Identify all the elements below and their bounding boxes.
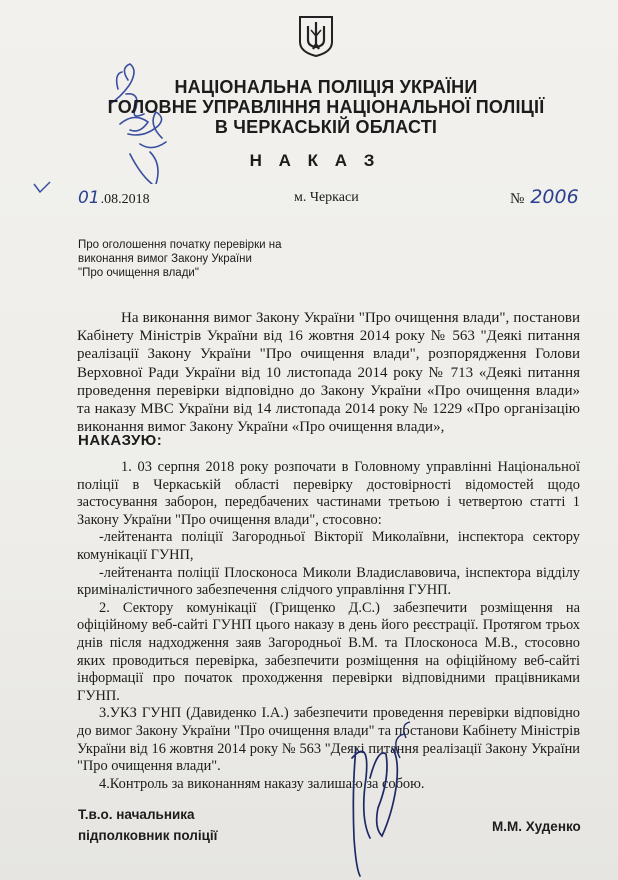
document-city: м. Черкаси (294, 190, 359, 205)
number-sign: № (510, 191, 525, 207)
trident-emblem-icon (296, 14, 336, 58)
signatory-name: М.М. Худенко (492, 819, 581, 834)
handwritten-tick-mark (32, 180, 52, 194)
preamble (77, 309, 580, 436)
signatory-position-line-1: Т.в.о. начальника (78, 807, 195, 822)
preamble-text: На виконання вимог Закону України "Про очищення влади", постанови Кабінету Міністрів України від 16 жовтня 2014 року № 563 "Деякі питання реалізації Закону України "Про очищення влади", розпорядження Голови Верховної Ради України від 10 листопада 2014 року № 713 «Деякі питання проведення перевірки відповідно до Закону України «Про очищення влади» та наказу МВС України від 14 листопада 2014 року № 1229 «Про організацію виконання вимог Закону України «Про очищення влади», (77, 310, 580, 436)
order-item-4: 4.Контроль за виконанням наказу залишаю за собою. (99, 775, 425, 792)
order-item-1-person-b: -лейтенанта поліції Плосконоса Миколи Владиславовича, інспектора відділу криміналістичного забезпечення слідчого управління ГУНП. (77, 564, 580, 599)
org-name-line-3: В ЧЕРКАСЬКІЙ ОБЛАСТІ (214, 117, 438, 137)
signatory-position (78, 804, 217, 846)
subject-line-1: Про оголошення початку перевірки на (78, 239, 282, 251)
org-name-line-1: НАЦІОНАЛЬНА ПОЛІЦІЯ УКРАЇНИ (174, 77, 478, 97)
signatory-position-line-2: підполковник поліції (78, 828, 218, 843)
document-date (78, 188, 150, 208)
document-subject (78, 238, 298, 280)
handwritten-signature (330, 718, 530, 880)
handwritten-number: 2006 (530, 186, 579, 208)
subject-line-2: виконання вимог Закону України (78, 253, 252, 265)
handwritten-day: 01 (78, 188, 100, 208)
order-item-2: 2. Сектору комунікації (Грищенко Д.С.) забезпечити розміщення на офіційному веб-сайті ГУНП цього наказу в день його реєстрації. Протягом трьох днів після надходження заяв Загородньої В.М. та Плосконоса М.В., стосовно яких проводиться перевірка, забезпечити розміщення на офіційному веб-сайті інформації про початок проходження перевірки відповідними працівниками ГУНП. (77, 599, 580, 704)
order-item-3: 3.УКЗ ГУНП (Давиденко І.А.) забезпечити проведення перевірки відповідно до вимог Закону України "Про очищення влади" та постанови Кабінету Міністрів України від 16 жовтня 2014 року № 563 "Деякі питання реалізації Закону України "Про очищення влади". (77, 705, 580, 775)
order-item-1: 1. 03 серпня 2018 року розпочати в Головному управлінні Національної поліції в Черкаській області перевірку достовірності відомостей щодо застосування заборон, передбачених частинами третьою і четвертою статті 1 Закону України "Про очищення влади", стосовно: (77, 459, 580, 528)
document-title: Н А К А З (249, 151, 381, 170)
order-item-1-person-a: -лейтенанта поліції Загородньої Вікторії Миколаївни, інспектора сектору комунікації ГУНП, (77, 529, 580, 563)
document-number (510, 186, 579, 208)
org-name-line-2: ГОЛОВНЕ УПРАВЛІННЯ НАЦІОНАЛЬНОЇ ПОЛІЦІЇ (107, 97, 545, 117)
order-heading: НАКАЗУЮ: (78, 432, 163, 449)
printed-month-year: .08.2018 (100, 192, 150, 207)
subject-line-3: "Про очищення влади" (78, 267, 199, 279)
